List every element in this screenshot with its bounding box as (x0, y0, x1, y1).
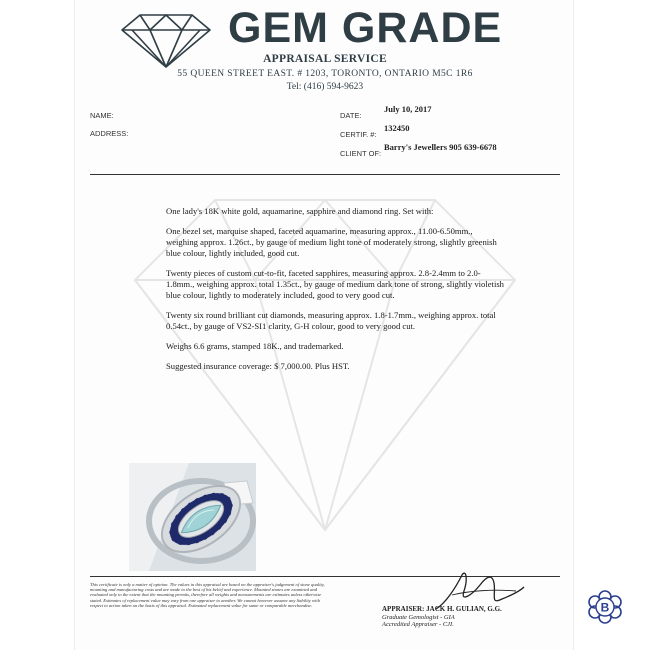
date-label: DATE: (340, 111, 362, 120)
appraiser-credential-gia: Graduate Gemologist - GIA (382, 613, 455, 621)
appraiser-name: APPRAISER: JACK H. GULIAN, G.G. (382, 605, 502, 613)
service-subtitle: APPRAISAL SERVICE (263, 53, 387, 65)
company-phone: Tel: (416) 594-9623 (286, 82, 364, 92)
sapphire-paragraph: Twenty pieces of custom cut-to-fit, faceted sapphires, measuring approx. 2.8-2.4mm to 2.0-1.8mm., weighing approx. total 1.35ct., by gauge of medium dark tone of strong, slightly violetish blue colour, lightly to moderately included, good to very good cut. (166, 268, 504, 300)
aquamarine-paragraph: One bezel set, marquise shaped, faceted aquamarine, measuring approx., 11.00-6.50mm., weighing approx. 1.26ct., by gauge of medium light tone of moderately strong, slightly greenish blue colour, lightly included, good cut. (166, 226, 497, 258)
company-address: 55 QUEEN STREET EAST. # 1203, TORONTO, ONTARIO M5C 1R6 (177, 69, 473, 79)
certif-value: 132450 (384, 123, 410, 133)
date-value: July 10, 2017 (384, 104, 432, 114)
insurance-paragraph: Suggested insurance coverage: $ 7,000.00. Plus HST. (166, 361, 350, 371)
appraisal-description (166, 206, 506, 381)
monogram-b-badge-icon (588, 590, 622, 624)
ring-photo-graphic (129, 463, 256, 571)
certif-label: CERTIF. #: (340, 130, 377, 139)
header-divider (90, 174, 560, 175)
disclaimer-text: This certificate is only a matter of opinion. The values in this appraisal are based on the appraiser's judgement of stone quality, mounting and manufacturing costs and are made to the best of his belief and experience. Mounted stones are examined and evaluated only to the extent that the mounting permits, therefore all weights and measurements are estimates unless otherwise stated. Estimates of replacement value may vary from one appraiser to another. We cannot however assume any liability with respect to action taken on the basis of this appraisal. Estimated replacement value for same or comparable merchandise. (90, 582, 325, 608)
diamond-paragraph: Twenty six round brilliant cut diamonds, measuring approx. 1.8-1.7mm., weighing approx. total 0.54ct., by gauge of VS2-SI1 clarity, G-H colour, good to very good cut. (166, 310, 496, 331)
brand-title: GEM GRADE (228, 4, 503, 52)
client-label: CLIENT OF: (340, 149, 382, 158)
appraiser-credential-cji: Accredited Appraiser - CJI. (382, 621, 454, 628)
appraiser-block (382, 606, 532, 629)
client-value: Barry's Jewellers 905 639-6678 (384, 142, 497, 152)
description-intro: One lady's 18K white gold, aquamarine, sapphire and diamond ring. Set with: (166, 206, 434, 216)
name-label: NAME: (90, 111, 114, 120)
ring-photo (129, 463, 256, 571)
address-label: ADDRESS: (90, 129, 129, 138)
svg-text:B: B (600, 600, 610, 615)
weight-paragraph: Weighs 6.6 grams, stamped 18K., and trademarked. (166, 341, 344, 351)
